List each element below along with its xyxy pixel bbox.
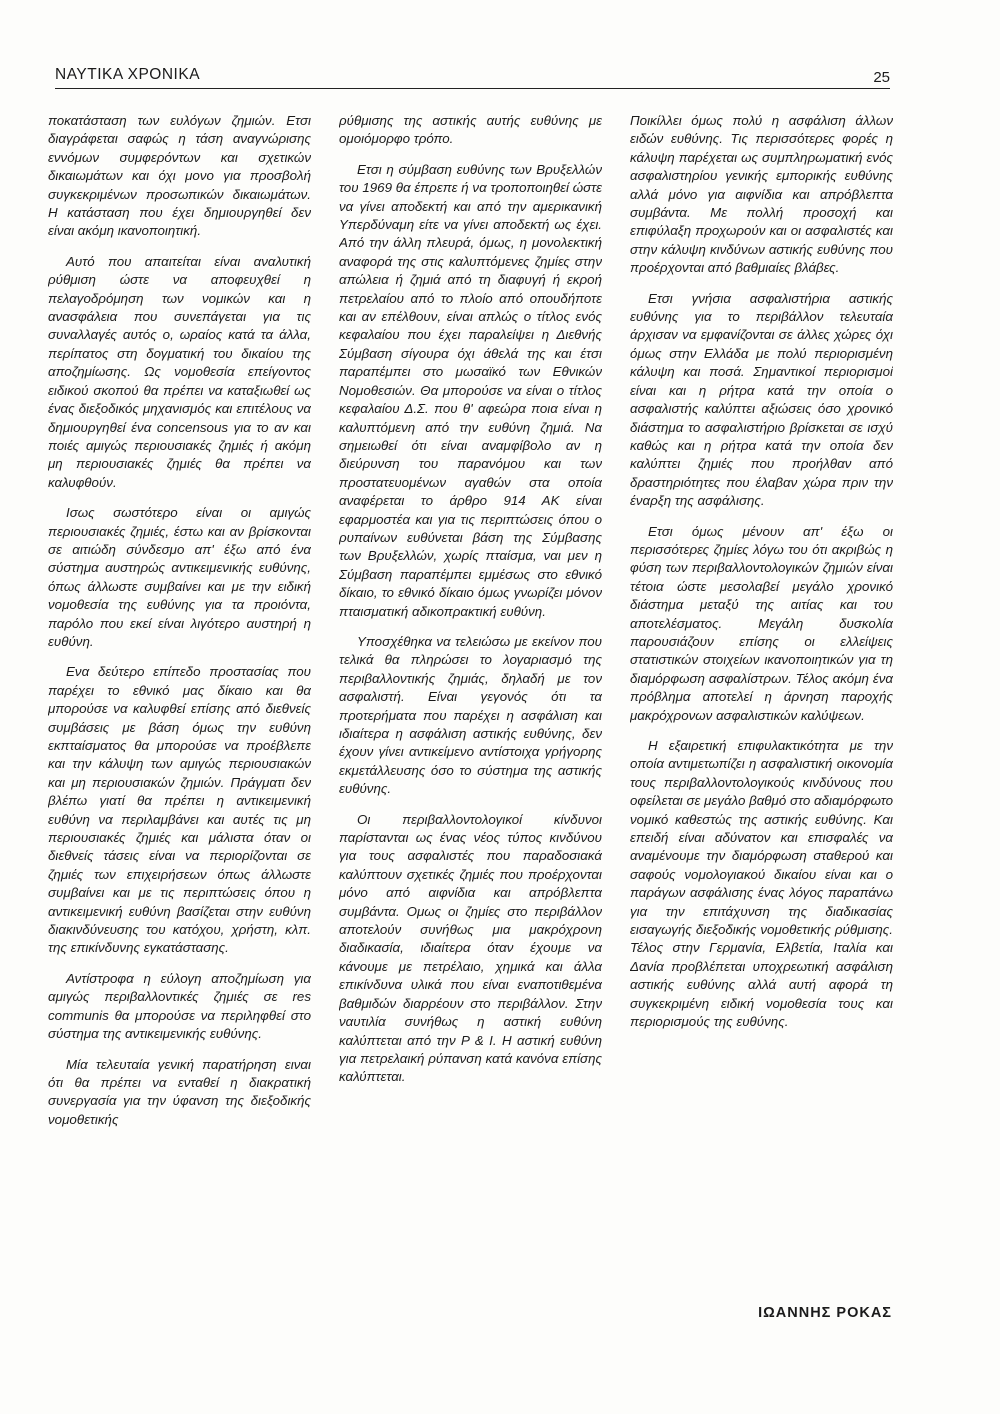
paragraph: Ποικίλλει όμως πολύ η ασφάλιση άλλων ειδών ευθύνης. Τις περισσότερες φορές η κάλυψη παρέχεται ως συμπληρωματική ενός ασφαλιστηρίου γενικής εμπορικής ευθύνης αλλά μόνο για αιφνίδια και απρόβλεπτα συμβάντα. Με πολλή προσοχή και επιφύλαξη προχωρούν και οι ασφαλιστές και στην κάλυψη κινδύνων αστικής ευθύνης που προέρχονται από βαθμιαίες βλάβες.: [630, 113, 893, 276]
magazine-title: ΝΑΥΤΙΚΑ ΧΡΟΝΙΚΑ: [55, 66, 201, 83]
column-2: [339, 112, 602, 1340]
paragraph: Ετσι γνήσια ασφαλιστήρια αστικής ευθύνης για το περιβάλλον τελευταία άρχισαν να εμφανίζονται σε άλλες χώρες όχι όμως στην Ελλάδα με πολύ περιορισμένη κάλυψη και ποσά. Σημαντικοί περιορισμοί είναι και η ρήτρα κατά την οποία ο ασφαλιστής καλύπτει αξιώσεις όσο χρονικό διάστημα το ασφαλιστήριο βρίσκεται σε ισχύ καθώς και η ρήτρα κατά την οποία δεν καλύπτει ζημιές που προήλθαν από δραστηριότητες που έλαβαν χώρα πριν την έναρξη της ασφάλισης.: [630, 290, 893, 509]
paragraph: Αντίστροφα η εύλογη αποζημίωση για αμιγώς περιβαλλοντικές ζημιές σε res communis θα μπορούσε να περιληφθεί στο σύστημα της αντικειμενικής ευθύνης.: [48, 970, 311, 1042]
paragraph: Ετσι η σύμβαση ευθύνης των Βρυξελλών του 1969 θα έπρεπε ή να τροποποιηθεί ώστε να γίνει αποδεκτή και από την αμερικανική Υπερδύναμη είτε να γίνει αποδεκτή ως έχει. Από την άλλη πλευρά, όμως, η μονολεκτική αναφορά της στις καλυπτόμενες ζημίες στην απώλεια ή ζημιά από τη διαφυγή ή εκροή πετρελαίου από το πλοίο από οπουδήποτε και αν επέλθουν, είναι απλώς ο τίτλος ενός κεφαλαίου που έχει παραλείψει η Διεθνής Σύμβαση σίγουρα όχι άθελά της και έτσι παραπέμπει στο μωσαϊκό των Εθνικών Νομοθεσιών. Θα μπορούσε να είναι ο τίτλος κεφαλαίου Δ.Σ. που θ' αφεώρα ποια είναι η καλυπτόμενη από την ευθύνη ζημιά. Να σημειωθεί ότι είναι αναμφίβολο αν η διεύρυνση του παρανόμου και των προστατευομένων αγαθών στα οποία αναφέρεται το άρθρο 914 ΑΚ είναι εφαρμοστέα και για τις περιπτώσεις όπου ο ρυπαίνων ευθύνεται βάση της Σύμβασης των Βρυξελλών, χωρίς πταίσμα, ναι μεν η Σύμβαση παραπέμπει εμμέσως στο εθνικό δίκαιο, το εθνικό δίκαιο όμως γνωρίζει μόνον πταισματική αδικοπρακτική ευθύνη.: [339, 161, 602, 619]
paragraph: Υποσχέθηκα να τελειώσω με εκείνον που τελικά θα πληρώσει το λογαριασμό της περιβαλλοντικής ζημιάς, δηλαδή με τον ασφαλιστή. Είναι γεγονός ότι τα προτερήματα που παρέχει η ασφάλιση και ιδιαίτερα η ασφάλιση αστικής ευθύνης, δεν έχουν γίνει αντικείμενο αντίστοιχα γρήγορης εκμετάλλευσης όσο το σύστημα της αστικής ευθύνης.: [339, 633, 602, 797]
paragraph: ρύθμισης της αστικής αυτής ευθύνης με ομοιόμορφο τρόπο.: [339, 113, 602, 147]
paragraph: Μία τελευταία γενική παρατήρηση ειναι ότι θα πρέπει να ενταθεί η διακρατική συνεργασία για την ύφανση της διεξοδικής νομοθετικής: [48, 1056, 311, 1127]
column-3: [630, 112, 893, 1340]
paragraph: Αυτό που απαιτείται είναι αναλυτική ρύθμιση ώστε να αποφευχθεί η πελαγοδρόμηση των νομικών και η ανασφάλεια που συνεπάγεται για τις συναλλαγές αυτός ο, ωραίος κατά τα άλλα, περίπατος στη δογματική του δικαίου της αποζημίωσης. Ως νομοθεσία επείγοντος ειδικού σκοπού θα πρέπει να καταξιωθεί ως ένας διεξοδικός μηχανισμός και επιτέλους να δημιουργηθεί ένα concensous για το αν και ποιές αμιγώς περιουσιακές ζημιές ή ακόμη μη περιουσιακές ζημιές θα πρέπει να καλυφθούν.: [48, 253, 311, 490]
paragraph: ποκατάσταση των ευλόγων ζημιών. Ετσι διαγράφεται σαφώς η τάση αναγνώρισης εννόμων συμφερόντων και σχετικών δικαιωμάτων και όχι μονο για προσβολή συγκεκριμένων προσωπικών δικαιωμάτων. Η κατάσταση που έχει δημιουργηθεί δεν είναι ακόμη ικανοποιητική.: [48, 113, 311, 239]
paragraph: Οι περιβαλλοντολογικοί κίνδυνοι παρίστανται ως ένας νέος τύπος κινδύνου για τους ασφαλιστές που παραδοσιακά καλύπτουν σχετικές ζημιές που προέρχονται μόνο από αιφνίδια και απρόβλεπτα συμβάντα. Ομως οι ζημίες στο περιβάλλον αποτελούν συνήθως μια μακρόχρονη διαδικασία, ιδιαίτερα όταν έχουμε να κάνουμε με πετρέλαιο, χημικά και άλλα επικίνδυνα υλικά που είναι εναποτιθεμένα βαθμιδών διαρρέουν στο περιβάλλον. Στην ναυτιλία συνήθως η αστική ευθύνη καλύπτεται από την P & I. Η αστική ευθύνη για πετρελαική ρύπανση κατά κανόνα επίσης καλύπτεται.: [339, 811, 602, 1085]
paragraph: Η εξαιρετική επιφυλακτικότητα με την οποία αντιμετωπίζει η ασφαλιστική οικονομία τους περιβαλλοντολογικούς κινδύνους που οφείλεται σε μεγάλο βαθμό στο αδιαμόρφωτο νομικό καθεστώς της αστικής ευθύνης. Και επειδή είναι αδύνατον και επισφαλές να αναμένουμε την διαμόρφωση σταθερού και σαφούς νομολογιακού δικαίου είναι και ο παράγων ασφάλισης ένας λόγος παραπάνω για την επιτάχυνση της διαδικασίας εισαγωγής διεξοδικής νομοθετικής ρύθμισης. Τέλος στην Γερμανία, Ελβετία, Ιταλία και Δανία προβλέπεται υποχρεωτική ασφάλιση αστικής ευθύνης αλλά αυτή αφορά τη συγκεκριμένη ειδική νομοθεσία τους και περιορισμούς της ευθύνης.: [630, 738, 893, 1030]
page-number: 25: [873, 69, 890, 86]
column-1: [48, 112, 311, 1340]
paragraph: Ετσι όμως μένουν απ' έξω οι περισσότερες ζημίες λόγω του ότι ακριβώς η φύση των περιβαλλοντολογικών ζημιών είναι τέτοια ώστε μεσολαβεί μεγάλο χρονικό διάστημα μεταξύ της αιτίας και του αποτελέσματος. Μεγάλη δυσκολία παρουσιάζουν επίσης οι ελλείψεις στατιστικών στοιχείων ικανοποιητικών για τη διαμόρφωση ασφαλίστρων. Τέλος ακόμη ένα πρόβλημα αποτελεί η άρνηση παροχής μακρόχρονων ασφαλιστικών καλύψεων.: [630, 523, 893, 723]
page-header: [55, 58, 890, 89]
article-body: [48, 112, 893, 1340]
paragraph: Ενα δεύτερο επίπεδο προστασίας που παρέχει το εθνικό μας δίκαιο και θα μπορούσε να καλυφθεί επίσης από διεθνείς συμβάσεις με βάση όμως την ευθύνη εκπταίσματος θα μπορούσε να προέβλεπε και την κάλυψη των αμιγώς περιουσιακών και μη περιουσιακών ζημιών. Πράγματι δεν βλέπω γιατί θα πρέπει η αντικειμενική ευθύνη να περιλαμβάνει και αυτές τις μη περιουσιακές ζημιές και μάλιστα όταν οι διεθνείς τάσεις είναι να περιορίζονται σε ζημιές των επιχειρήσεων όπως άλλωστε συμβαίνει και με τις περιπτώσεις όπου η αντικειμενική ευθύνη βασίζεται στην ευθύνη διακινδύνευσης του κατόχου, χρήστη, κλπ. της επικίνδυνης εγκατάστασης.: [48, 664, 311, 956]
paragraph: Ισως σωστότερο είναι οι αμιγώς περιουσιακές ζημιές, έστω και αν βρίσκονται σε αιτιώδη σύνδεσμο απ' έξω από ένα σύστημα αυστηρώς αντικειμενικής ευθύνης, όπως άλλωστε συμβαίνει και με την ειδική νομοθεσία της ευθύνης για τα προιόντα, παρόλο που εκεί είναι λιγότερο αυστηρή η ευθύνη.: [48, 505, 311, 649]
author-signature: ΙΩΑΝΝΗΣ ΡΟΚΑΣ: [758, 1305, 892, 1321]
